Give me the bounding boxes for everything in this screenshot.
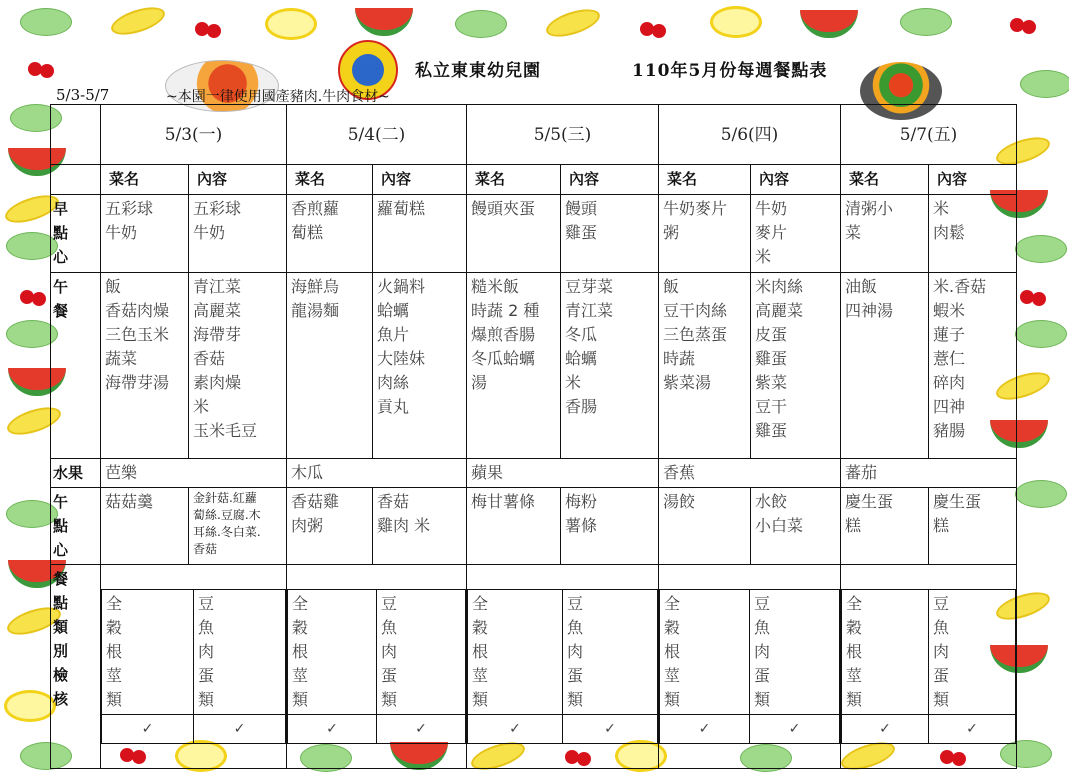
weekly-menu-table bbox=[50, 104, 1017, 769]
food-group-grain: 全 穀 根 莖 類 bbox=[660, 590, 750, 715]
meat-origin-note: ~本園一律使用國產豬肉.牛肉食材~ bbox=[166, 89, 390, 105]
banana-decoration bbox=[543, 4, 603, 42]
watermelon-decoration bbox=[800, 10, 858, 38]
food-group-cell bbox=[467, 565, 659, 769]
breakfast-content: 蘿蔔糕 bbox=[373, 195, 467, 273]
breakfast-dish: 香煎蘿 蔔糕 bbox=[287, 195, 373, 273]
day-header: 5/3(一) bbox=[101, 105, 287, 165]
lime-decoration bbox=[1020, 70, 1069, 98]
snack-content: 香菇 雞肉 米 bbox=[373, 488, 467, 565]
lemon-decoration bbox=[710, 6, 762, 38]
check-mark: ✓ bbox=[750, 715, 840, 744]
content-header: 內容 bbox=[929, 165, 1017, 195]
breakfast-dish: 清粥小 菜 bbox=[841, 195, 929, 273]
food-group-cell bbox=[101, 565, 287, 769]
lemon-decoration bbox=[4, 690, 56, 722]
day-header: 5/7(五) bbox=[841, 105, 1017, 165]
food-group-subtable bbox=[101, 589, 286, 744]
lunch-dish: 飯 豆干肉絲 三色蒸蛋 時蔬 紫菜湯 bbox=[659, 273, 751, 459]
food-group-grain: 全 穀 根 莖 類 bbox=[288, 590, 377, 715]
check-mark: ✓ bbox=[288, 715, 377, 744]
check-mark: ✓ bbox=[194, 715, 286, 744]
dish-header: 菜名 bbox=[467, 165, 561, 195]
lime-decoration bbox=[1015, 480, 1067, 508]
content-header: 內容 bbox=[189, 165, 287, 195]
cherry-decoration bbox=[1020, 290, 1034, 304]
cherry-decoration bbox=[1010, 18, 1024, 32]
content-header: 內容 bbox=[751, 165, 841, 195]
lime-decoration bbox=[455, 10, 507, 38]
breakfast-dish: 五彩球 牛奶 bbox=[101, 195, 189, 273]
dish-header: 菜名 bbox=[841, 165, 929, 195]
check-mark: ✓ bbox=[842, 715, 929, 744]
fruit-cell: 木瓜 bbox=[287, 459, 467, 488]
dish-header: 菜名 bbox=[287, 165, 373, 195]
lemon-decoration bbox=[265, 8, 317, 40]
food-group-cell bbox=[659, 565, 841, 769]
food-group-protein: 豆 魚 肉 蛋 類 bbox=[563, 590, 658, 715]
cherry-decoration bbox=[20, 290, 34, 304]
breakfast-content: 饅頭 雞蛋 bbox=[561, 195, 659, 273]
food-group-protein: 豆 魚 肉 蛋 類 bbox=[194, 590, 286, 715]
check-mark: ✓ bbox=[929, 715, 1016, 744]
snack-dish: 香菇雞 肉粥 bbox=[287, 488, 373, 565]
lunch-content: 青江菜 高麗菜 海帶芽 香菇 素肉燥 米 玉米毛豆 bbox=[189, 273, 287, 459]
cherry-decoration bbox=[640, 22, 654, 36]
lime-decoration bbox=[900, 8, 952, 36]
breakfast-dish: 饅頭夾蛋 bbox=[467, 195, 561, 273]
snack-dish: 慶生蛋 糕 bbox=[841, 488, 929, 565]
dish-header: 菜名 bbox=[101, 165, 189, 195]
content-header: 內容 bbox=[373, 165, 467, 195]
food-group-grain: 全 穀 根 莖 類 bbox=[468, 590, 563, 715]
lunch-dish: 飯 香菇肉燥 三色玉米 蔬菜 海帶芽湯 bbox=[101, 273, 189, 459]
check-mark: ✓ bbox=[563, 715, 658, 744]
food-group-subtable bbox=[467, 589, 658, 744]
lunch-content: 火鍋料 蛤蠣 魚片 大陸妹 肉絲 貢丸 bbox=[373, 273, 467, 459]
snack-content: 水餃 小白菜 bbox=[751, 488, 841, 565]
lunch-content: 豆芽菜 青江菜 冬瓜 蛤蠣 米 香腸 bbox=[561, 273, 659, 459]
fruit-label: 水果 bbox=[51, 459, 101, 488]
check-mark: ✓ bbox=[377, 715, 466, 744]
food-group-subtable bbox=[841, 589, 1016, 744]
day-header: 5/5(三) bbox=[467, 105, 659, 165]
food-group-protein: 豆 魚 肉 蛋 類 bbox=[750, 590, 840, 715]
snack-dish: 湯餃 bbox=[659, 488, 751, 565]
snack-content: 金針菇.紅蘿 蔔絲.豆腐.木 耳絲.冬白菜. 香菇 bbox=[189, 488, 287, 565]
snack-label: 午 點 心 bbox=[51, 488, 101, 565]
fruit-row bbox=[51, 459, 1017, 488]
lunch-row bbox=[51, 273, 1017, 459]
column-header-row bbox=[51, 165, 1017, 195]
food-group-cell bbox=[287, 565, 467, 769]
food-check-label: 餐 點 類 別 檢 核 bbox=[51, 565, 101, 769]
lime-decoration bbox=[1015, 235, 1067, 263]
food-check-row bbox=[51, 565, 1017, 769]
breakfast-label: 早 點 心 bbox=[51, 195, 101, 273]
school-name: 私立東東幼兒園 bbox=[415, 61, 541, 81]
food-group-grain: 全 穀 根 莖 類 bbox=[102, 590, 194, 715]
dish-header: 菜名 bbox=[659, 165, 751, 195]
lunch-dish: 油飯 四神湯 bbox=[841, 273, 929, 459]
lunch-content: 米.香菇 蝦米 蓮子 薏仁 碎肉 四神 豬腸 bbox=[929, 273, 1017, 459]
fruit-cell: 蘋果 bbox=[467, 459, 659, 488]
breakfast-content: 牛奶 麥片 米 bbox=[751, 195, 841, 273]
breakfast-content: 五彩球 牛奶 bbox=[189, 195, 287, 273]
fruit-cell: 芭樂 bbox=[101, 459, 287, 488]
food-group-protein: 豆 魚 肉 蛋 類 bbox=[929, 590, 1016, 715]
cherry-decoration bbox=[28, 62, 42, 76]
snack-dish: 菇菇羹 bbox=[101, 488, 189, 565]
lunch-dish: 糙米飯 時蔬 2 種 爆煎香腸 冬瓜蛤蠣 湯 bbox=[467, 273, 561, 459]
check-mark: ✓ bbox=[660, 715, 750, 744]
check-mark: ✓ bbox=[102, 715, 194, 744]
fruit-cell: 蕃茄 bbox=[841, 459, 1017, 488]
food-group-cell bbox=[841, 565, 1017, 769]
breakfast-dish: 牛奶麥片 粥 bbox=[659, 195, 751, 273]
food-group-subtable bbox=[287, 589, 466, 744]
breakfast-row bbox=[51, 195, 1017, 273]
food-group-grain: 全 穀 根 莖 類 bbox=[842, 590, 929, 715]
day-header: 5/6(四) bbox=[659, 105, 841, 165]
day-header: 5/4(二) bbox=[287, 105, 467, 165]
snack-row bbox=[51, 488, 1017, 565]
banana-decoration bbox=[108, 2, 168, 40]
day-header-row bbox=[51, 105, 1017, 165]
food-group-subtable bbox=[659, 589, 840, 744]
content-header: 內容 bbox=[561, 165, 659, 195]
snack-content: 慶生蛋 糕 bbox=[929, 488, 1017, 565]
menu-title: 110年5月份每週餐點表 bbox=[632, 61, 828, 81]
lime-decoration bbox=[20, 8, 72, 36]
check-mark: ✓ bbox=[468, 715, 563, 744]
date-range: 5/3-5/7 bbox=[56, 86, 110, 104]
lunch-dish: 海鮮烏 龍湯麵 bbox=[287, 273, 373, 459]
watermelon-decoration bbox=[355, 8, 413, 36]
food-group-protein: 豆 魚 肉 蛋 類 bbox=[377, 590, 466, 715]
corner-cell bbox=[51, 105, 101, 165]
fruit-cell: 香蕉 bbox=[659, 459, 841, 488]
cherry-decoration bbox=[195, 22, 209, 36]
lunch-content: 米肉絲 高麗菜 皮蛋 雞蛋 紫菜 豆干 雞蛋 bbox=[751, 273, 841, 459]
snack-content: 梅粉 薯條 bbox=[561, 488, 659, 565]
breakfast-content: 米 肉鬆 bbox=[929, 195, 1017, 273]
lime-decoration bbox=[1015, 320, 1067, 348]
snack-dish: 梅甘薯條 bbox=[467, 488, 561, 565]
lunch-label: 午 餐 bbox=[51, 273, 101, 459]
corner-cell bbox=[51, 165, 101, 195]
